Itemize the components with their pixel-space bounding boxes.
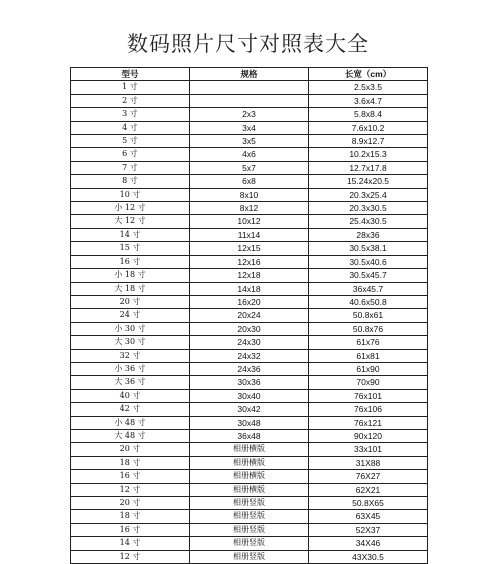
cell-dimensions: 10.2x15.3 xyxy=(309,148,428,161)
cell-dimensions: 36x45.7 xyxy=(309,282,428,295)
cell-spec: 24x36 xyxy=(190,362,309,375)
cell-spec: 相册竖版 xyxy=(190,537,309,550)
cell-spec: 10x12 xyxy=(190,215,309,228)
cell-model: 小 12 寸 xyxy=(71,202,190,215)
cell-model: 18 寸 xyxy=(71,456,190,469)
cell-model: 7 寸 xyxy=(71,161,190,174)
table-row xyxy=(71,108,428,121)
cell-spec: 3x5 xyxy=(190,135,309,148)
cell-dimensions: 28x36 xyxy=(309,228,428,241)
table-row xyxy=(71,188,428,201)
cell-model: 16 寸 xyxy=(71,470,190,483)
cell-spec: 8x12 xyxy=(190,202,309,215)
cell-model: 3 寸 xyxy=(71,108,190,121)
cell-dimensions: 61x90 xyxy=(309,362,428,375)
cell-dimensions: 61x76 xyxy=(309,336,428,349)
cell-spec: 24x32 xyxy=(190,349,309,362)
table-row xyxy=(71,228,428,241)
cell-spec: 30x42 xyxy=(190,403,309,416)
cell-model: 1 寸 xyxy=(71,81,190,94)
cell-dimensions: 30.5x38.1 xyxy=(309,242,428,255)
cell-spec: 24x30 xyxy=(190,336,309,349)
cell-spec: 6x8 xyxy=(190,175,309,188)
cell-model: 小 18 寸 xyxy=(71,269,190,282)
cell-spec: 20x24 xyxy=(190,309,309,322)
table-row xyxy=(71,376,428,389)
table-row xyxy=(71,322,428,335)
cell-dimensions: 50.8x61 xyxy=(309,309,428,322)
table-row xyxy=(71,429,428,442)
table-body xyxy=(71,81,428,564)
table-row xyxy=(71,295,428,308)
cell-dimensions: 70x90 xyxy=(309,376,428,389)
cell-spec: 5x7 xyxy=(190,161,309,174)
cell-dimensions: 30.5x40.6 xyxy=(309,255,428,268)
table-row xyxy=(71,470,428,483)
cell-spec: 相册竖版 xyxy=(190,523,309,536)
table-row xyxy=(71,349,428,362)
table-row xyxy=(71,161,428,174)
cell-dimensions: 50.8X65 xyxy=(309,497,428,510)
cell-model: 12 寸 xyxy=(71,483,190,496)
cell-model: 4 寸 xyxy=(71,121,190,134)
cell-dimensions: 76x106 xyxy=(309,403,428,416)
cell-spec: 12x18 xyxy=(190,269,309,282)
page-title: 数码照片尺寸对照表大全 xyxy=(127,32,369,56)
table-row xyxy=(71,202,428,215)
cell-spec: 30x36 xyxy=(190,376,309,389)
cell-spec: 8x10 xyxy=(190,188,309,201)
cell-dimensions: 33x101 xyxy=(309,443,428,456)
cell-spec: 30x48 xyxy=(190,416,309,429)
header-model: 型号 xyxy=(71,68,190,81)
size-table xyxy=(70,67,428,564)
cell-model: 大 30 寸 xyxy=(71,336,190,349)
table-row xyxy=(71,456,428,469)
cell-spec: 相册竖版 xyxy=(190,497,309,510)
table-row xyxy=(71,362,428,375)
cell-model: 2 寸 xyxy=(71,94,190,107)
cell-model: 32 寸 xyxy=(71,349,190,362)
cell-model: 8 寸 xyxy=(71,175,190,188)
cell-dimensions: 15.24x20.5 xyxy=(309,175,428,188)
cell-model: 小 30 寸 xyxy=(71,322,190,335)
cell-model: 大 12 寸 xyxy=(71,215,190,228)
cell-model: 20 寸 xyxy=(71,295,190,308)
table-row xyxy=(71,94,428,107)
cell-spec: 14x18 xyxy=(190,282,309,295)
cell-model: 小 48 寸 xyxy=(71,416,190,429)
cell-dimensions: 31X88 xyxy=(309,456,428,469)
table-row xyxy=(71,336,428,349)
cell-dimensions: 30.5x45.7 xyxy=(309,269,428,282)
cell-dimensions: 63X45 xyxy=(309,510,428,523)
cell-model: 大 48 寸 xyxy=(71,429,190,442)
cell-spec: 20x30 xyxy=(190,322,309,335)
cell-model: 16 寸 xyxy=(71,255,190,268)
cell-spec: 相册横版 xyxy=(190,443,309,456)
cell-dimensions: 76x101 xyxy=(309,389,428,402)
cell-dimensions: 8.9x12.7 xyxy=(309,135,428,148)
cell-dimensions: 34X46 xyxy=(309,537,428,550)
cell-spec: 16x20 xyxy=(190,295,309,308)
cell-model: 14 寸 xyxy=(71,228,190,241)
table-row xyxy=(71,175,428,188)
table-row xyxy=(71,121,428,134)
cell-model: 6 寸 xyxy=(71,148,190,161)
table-row xyxy=(71,255,428,268)
cell-dimensions: 25.4x30.5 xyxy=(309,215,428,228)
header-spec: 规格 xyxy=(190,68,309,81)
cell-spec: 12x16 xyxy=(190,255,309,268)
cell-spec: 12x15 xyxy=(190,242,309,255)
cell-dimensions: 5.8x8.4 xyxy=(309,108,428,121)
cell-model: 20 寸 xyxy=(71,497,190,510)
table-row xyxy=(71,523,428,536)
cell-dimensions: 61x81 xyxy=(309,349,428,362)
table-row xyxy=(71,550,428,563)
cell-dimensions: 40.6x50.8 xyxy=(309,295,428,308)
table-row xyxy=(71,497,428,510)
cell-model: 24 寸 xyxy=(71,309,190,322)
cell-model: 20 寸 xyxy=(71,443,190,456)
cell-model: 42 寸 xyxy=(71,403,190,416)
cell-model: 14 寸 xyxy=(71,537,190,550)
table-row xyxy=(71,537,428,550)
cell-model: 小 36 寸 xyxy=(71,362,190,375)
cell-dimensions: 2.5x3.5 xyxy=(309,81,428,94)
cell-spec xyxy=(190,94,309,107)
cell-dimensions: 20.3x30.5 xyxy=(309,202,428,215)
table-row xyxy=(71,510,428,523)
table-row xyxy=(71,148,428,161)
table-row xyxy=(71,215,428,228)
table-row xyxy=(71,443,428,456)
cell-spec: 30x40 xyxy=(190,389,309,402)
table-row xyxy=(71,389,428,402)
cell-dimensions: 3.6x4.7 xyxy=(309,94,428,107)
cell-dimensions: 90x120 xyxy=(309,429,428,442)
cell-spec: 2x3 xyxy=(190,108,309,121)
cell-model: 16 寸 xyxy=(71,523,190,536)
cell-spec: 4x6 xyxy=(190,148,309,161)
cell-dimensions: 7.6x10.2 xyxy=(309,121,428,134)
cell-spec xyxy=(190,81,309,94)
cell-model: 10 寸 xyxy=(71,188,190,201)
cell-spec: 11x14 xyxy=(190,228,309,241)
cell-dimensions: 76x121 xyxy=(309,416,428,429)
cell-spec: 相册横版 xyxy=(190,483,309,496)
cell-spec: 相册竖版 xyxy=(190,510,309,523)
cell-spec: 3x4 xyxy=(190,121,309,134)
cell-dimensions: 12.7x17.8 xyxy=(309,161,428,174)
cell-dimensions: 52X37 xyxy=(309,523,428,536)
cell-model: 大 18 寸 xyxy=(71,282,190,295)
table-row xyxy=(71,81,428,94)
table-row xyxy=(71,483,428,496)
cell-dimensions: 62X21 xyxy=(309,483,428,496)
header-dimensions: 长宽（cm） xyxy=(309,68,428,81)
cell-dimensions: 76X27 xyxy=(309,470,428,483)
cell-spec: 相册竖版 xyxy=(190,550,309,563)
cell-spec: 36x48 xyxy=(190,429,309,442)
cell-model: 15 寸 xyxy=(71,242,190,255)
cell-dimensions: 50.8x76 xyxy=(309,322,428,335)
cell-model: 18 寸 xyxy=(71,510,190,523)
size-table-container xyxy=(70,67,427,564)
cell-model: 5 寸 xyxy=(71,135,190,148)
table-row xyxy=(71,416,428,429)
table-row xyxy=(71,269,428,282)
cell-spec: 相册横版 xyxy=(190,470,309,483)
table-row xyxy=(71,135,428,148)
cell-dimensions: 43X30.5 xyxy=(309,550,428,563)
table-row xyxy=(71,309,428,322)
cell-model: 40 寸 xyxy=(71,389,190,402)
cell-model: 12 寸 xyxy=(71,550,190,563)
table-row xyxy=(71,403,428,416)
cell-dimensions: 20.3x25.4 xyxy=(309,188,428,201)
cell-model: 大 36 寸 xyxy=(71,376,190,389)
table-header-row xyxy=(71,68,428,81)
cell-spec: 相册横版 xyxy=(190,456,309,469)
table-row xyxy=(71,282,428,295)
table-row xyxy=(71,242,428,255)
